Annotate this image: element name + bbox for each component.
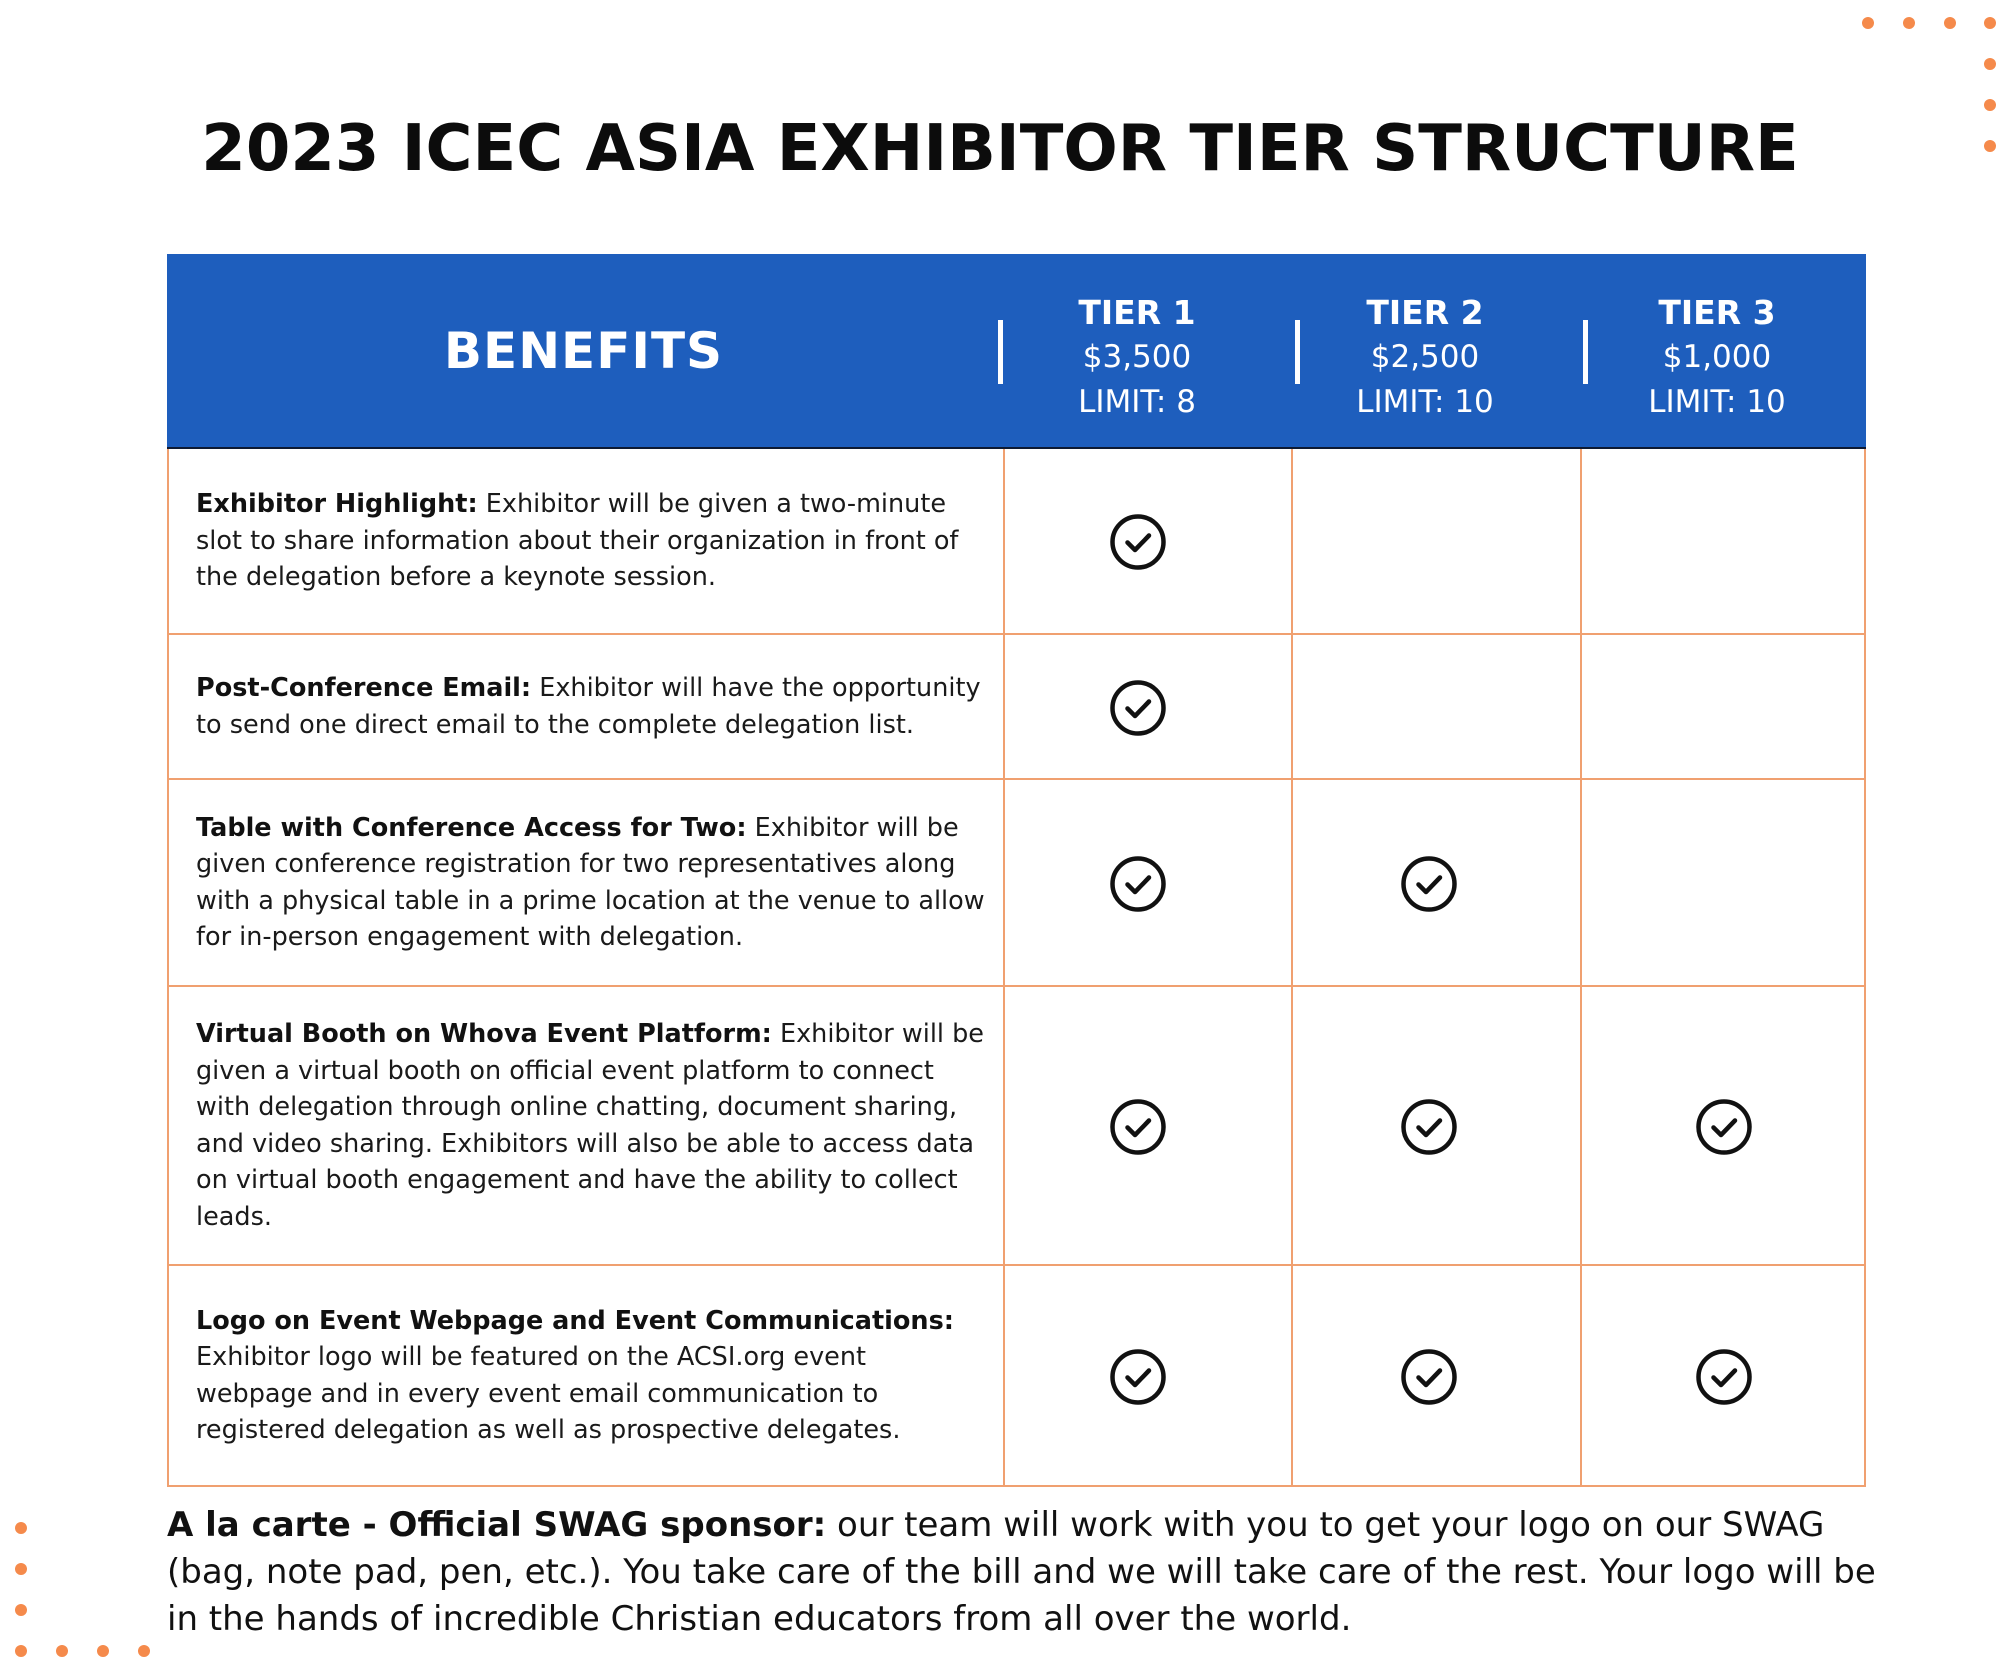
footer-lead: A la carte - Official SWAG sponsor: (167, 1505, 827, 1545)
orange-dot (1984, 17, 1996, 29)
tier-price: $3,500 (1082, 339, 1192, 375)
column-divider (1003, 1266, 1005, 1485)
benefit-cell (169, 635, 1003, 778)
benefit-cell (169, 449, 1003, 633)
table-row (167, 449, 1866, 635)
tier-3-header (1617, 290, 1817, 425)
column-divider (1580, 987, 1582, 1264)
table-header (167, 254, 1866, 449)
table-row (167, 780, 1866, 987)
benefits-heading: BENEFITS (443, 321, 724, 380)
benefit-name: Exhibitor Highlight: (196, 489, 478, 520)
benefit-name: Virtual Booth on Whova Event Platform: (196, 1019, 772, 1049)
orange-dot (1984, 99, 1996, 111)
table-row (167, 635, 1866, 780)
column-divider (1003, 780, 1005, 985)
column-divider (1580, 449, 1582, 633)
column-divider (1291, 780, 1293, 985)
benefit-cell (169, 780, 1003, 985)
circle-check-icon (1695, 1348, 1753, 1406)
header-divider (1295, 320, 1300, 384)
benefit-name: Logo on Event Webpage and Event Communications: (196, 1305, 954, 1336)
column-divider (1291, 635, 1293, 778)
table-row (167, 987, 1866, 1266)
orange-dot (56, 1645, 68, 1657)
orange-dot (1903, 17, 1915, 29)
column-divider (1291, 987, 1293, 1264)
footer-text: our team will work with you to get your logo on our SWAG (bag, note pad, pen, etc.). You take care of the bill and we will take care of the rest. Your logo will be in the hands of incredible Christian educators from all over the world. (167, 1505, 1876, 1639)
table-row (167, 1266, 1866, 1487)
orange-dot (15, 1563, 27, 1575)
benefit-description: Exhibitor will be given a two-minute slot to share information about their organization in front of the delegation before a keynote session. (196, 489, 959, 593)
column-divider (1003, 449, 1005, 633)
page-title: 2023 ICEC ASIA EXHIBITOR TIER STRUCTURE (201, 112, 1799, 186)
column-divider (1291, 1266, 1293, 1485)
orange-dot (15, 1645, 27, 1657)
tier-name: TIER 3 (1658, 293, 1776, 332)
benefit-cell (169, 1266, 1003, 1485)
orange-dot (1862, 17, 1874, 29)
tier-limit: LIMIT: 10 (1356, 384, 1494, 420)
orange-dot (1944, 17, 1956, 29)
tier-name: TIER 2 (1366, 293, 1484, 332)
table-body (167, 449, 1866, 1487)
circle-check-icon (1109, 1098, 1167, 1156)
footer-note (167, 1502, 1907, 1643)
column-divider (1003, 635, 1005, 778)
circle-check-icon (1109, 679, 1167, 737)
column-divider (1580, 1266, 1582, 1485)
tier-2-header (1325, 290, 1525, 425)
tier-price: $2,500 (1370, 339, 1480, 375)
benefit-cell (169, 987, 1003, 1264)
benefit-description: Exhibitor logo will be featured on the ACSI.org event webpage and in every event email communication to registered delegation as well as prospective delegates. (196, 1342, 901, 1445)
tier-1-header (1037, 290, 1237, 425)
column-divider (1003, 987, 1005, 1264)
circle-check-icon (1695, 1098, 1753, 1156)
tier-limit: LIMIT: 10 (1648, 384, 1786, 420)
column-divider (1291, 449, 1293, 633)
orange-dot (97, 1645, 109, 1657)
circle-check-icon (1400, 1098, 1458, 1156)
benefit-description: Exhibitor will be given conference registration for two representatives along with a physical table in a prime location at the venue to allow for in-person engagement with delegation. (196, 812, 985, 952)
orange-dot (15, 1604, 27, 1616)
benefit-description: Exhibitor will have the opportunity to send one direct email to the complete delegation list. (196, 673, 981, 740)
benefit-name: Table with Conference Access for Two: (196, 812, 747, 843)
benefit-description: Exhibitor will be given a virtual booth on official event platform to connect with delegation through online chatting, document sharing, and video sharing. Exhibitors will also be able to access data on virtual booth engagement and have the ability to collect leads. (196, 1019, 984, 1232)
tier-limit: LIMIT: 8 (1078, 384, 1196, 420)
tier-table (167, 254, 1866, 1487)
header-divider (1583, 320, 1588, 384)
benefit-name: Post-Conference Email: (196, 673, 532, 703)
column-divider (1580, 635, 1582, 778)
tier-price: $1,000 (1662, 339, 1772, 375)
tier-name: TIER 1 (1078, 293, 1196, 332)
orange-dot (1984, 58, 1996, 70)
circle-check-icon (1109, 1348, 1167, 1406)
circle-check-icon (1400, 1348, 1458, 1406)
circle-check-icon (1400, 855, 1458, 913)
column-divider (1580, 780, 1582, 985)
orange-dot (138, 1645, 150, 1657)
circle-check-icon (1109, 855, 1167, 913)
header-divider (998, 320, 1003, 384)
circle-check-icon (1109, 513, 1167, 571)
orange-dot (15, 1522, 27, 1534)
